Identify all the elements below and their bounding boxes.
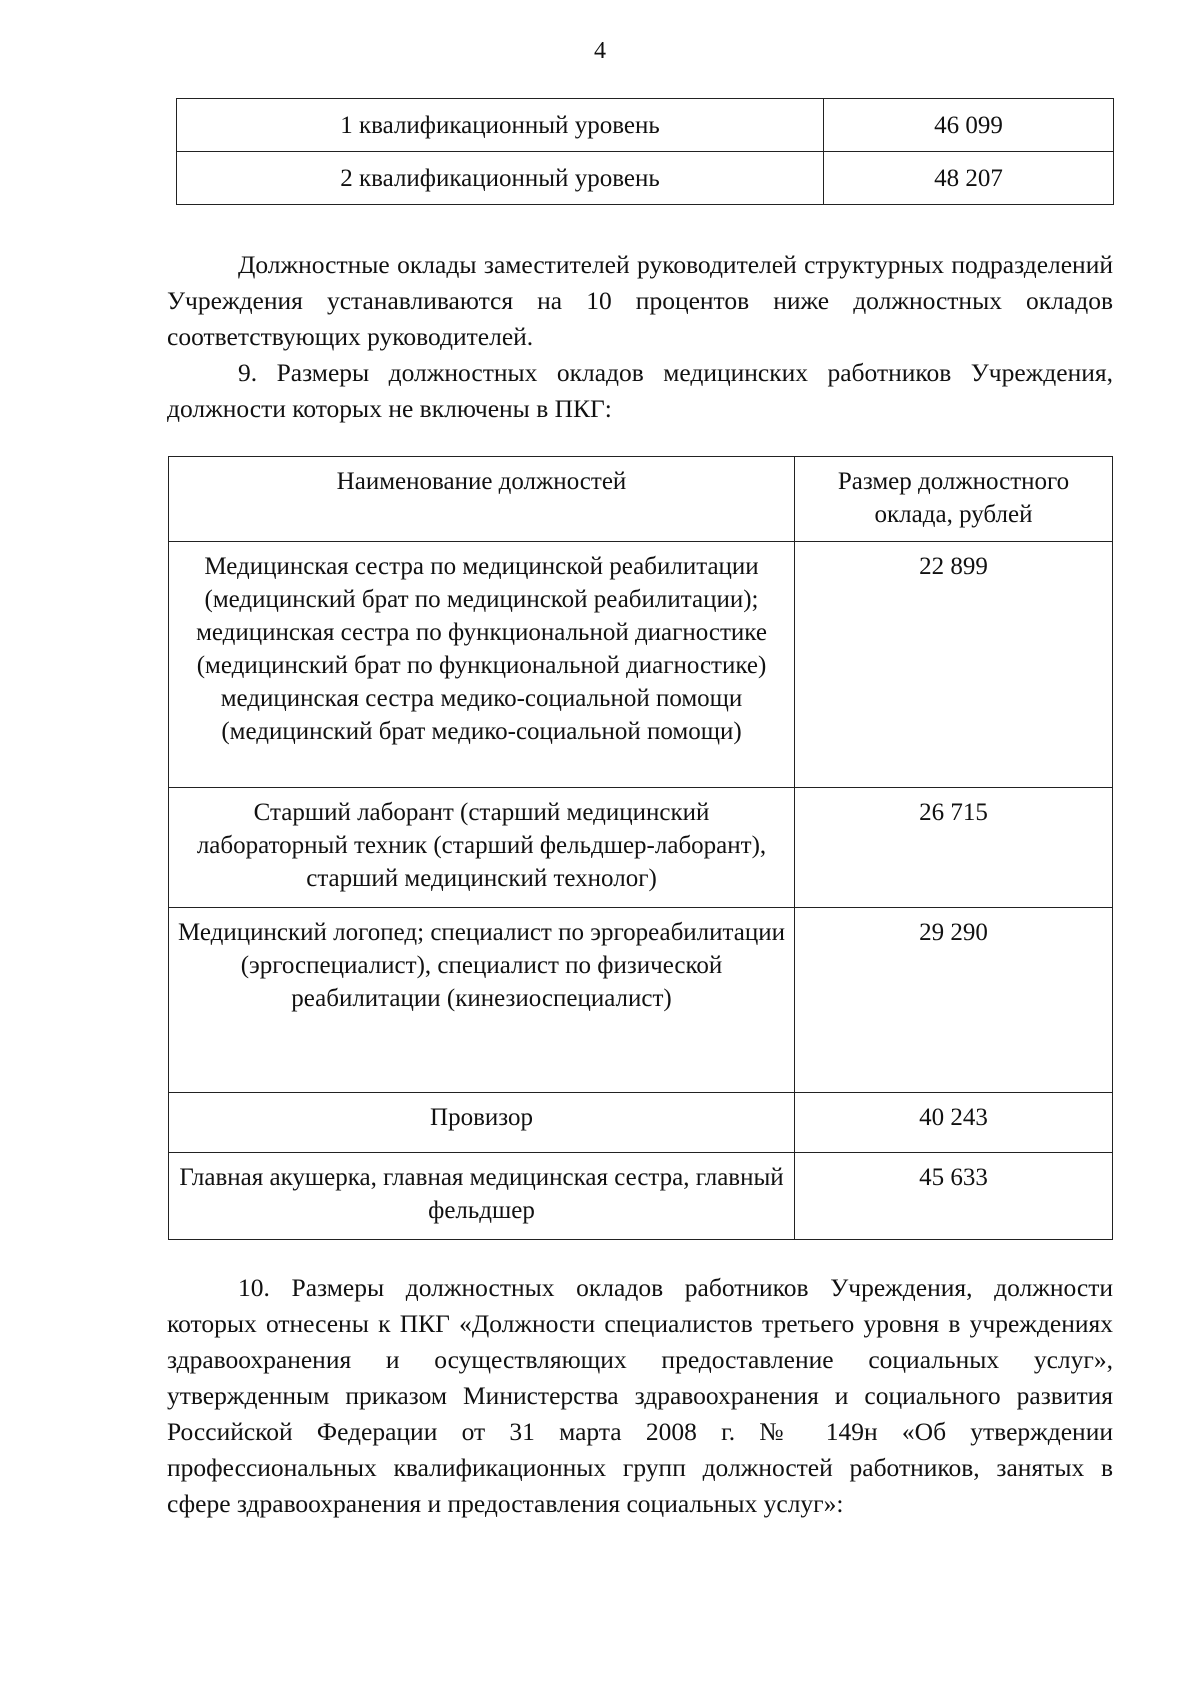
salary-cell: 29 290	[795, 908, 1113, 1093]
header-position: Наименование должностей	[169, 457, 795, 542]
table-row	[169, 908, 1113, 1093]
position-cell: Медицинский логопед; специалист по эргореабилитации (эргоспециалист), специалист по физической реабилитации (кинезиоспециалист)	[169, 908, 795, 1093]
table-header-row	[169, 457, 1113, 542]
deputies-paragraph: Должностные оклады заместителей руководителей структурных подразделений Учреждения устанавливаются на 10 процентов ниже должностных окладов соответствующих руководителей.	[167, 250, 1113, 351]
page-number: 4	[594, 38, 606, 64]
position-cell: Главная акушерка, главная медицинская сестра, главный фельдшер	[169, 1153, 795, 1240]
table-row	[169, 542, 1113, 788]
header-salary: Размер должностного оклада, рублей	[795, 457, 1113, 542]
position-cell: Старший лаборант (старший медицинский лабораторный техник (старший фельдшер-лаборант), старший медицинский технолог)	[169, 788, 795, 908]
table-row	[177, 99, 1114, 152]
section-9-paragraph: 9. Размеры должностных окладов медицинских работников Учреждения, должности которых не включены в ПКГ:	[167, 358, 1113, 423]
level-cell: 2 квалификационный уровень	[177, 152, 824, 205]
table-row	[169, 788, 1113, 908]
medical-salaries-table	[168, 456, 1113, 1240]
position-cell: Медицинская сестра по медицинской реабилитации (медицинский брат по медицинской реабилитации); медицинская сестра по функциональной диагностике (медицинский брат по функциональной диагностике) медицинская сестра медико-социальной помощи (медицинский брат медико-социальной помощи)	[169, 542, 795, 788]
salary-cell: 46 099	[824, 99, 1114, 152]
table-row	[169, 1153, 1113, 1240]
section-10-paragraph: 10. Размеры должностных окладов работников Учреждения, должности которых отнесены к ПКГ «Должности специалистов третьего уровня в учреждениях здравоохранения и осуществляющих предоставление социальных услуг», утвержденным приказом Министерства здравоохранения и социального развития Российской Федерации от 31 марта 2008 г. № 149н «Об утверждении профессиональных квалификационных групп должностей работников, занятых в сфере здравоохранения и предоставления социальных услуг»:	[167, 1273, 1113, 1518]
qualification-levels-table	[176, 98, 1114, 205]
salary-cell: 40 243	[795, 1093, 1113, 1153]
salary-cell: 22 899	[795, 542, 1113, 788]
position-cell: Провизор	[169, 1093, 795, 1153]
salary-cell: 48 207	[824, 152, 1114, 205]
section-10-block	[167, 1270, 1113, 1522]
level-cell: 1 квалификационный уровень	[177, 99, 824, 152]
table-row	[169, 1093, 1113, 1153]
salary-cell: 26 715	[795, 788, 1113, 908]
deputies-paragraph-block	[167, 247, 1113, 427]
table-row	[177, 152, 1114, 205]
salary-cell: 45 633	[795, 1153, 1113, 1240]
